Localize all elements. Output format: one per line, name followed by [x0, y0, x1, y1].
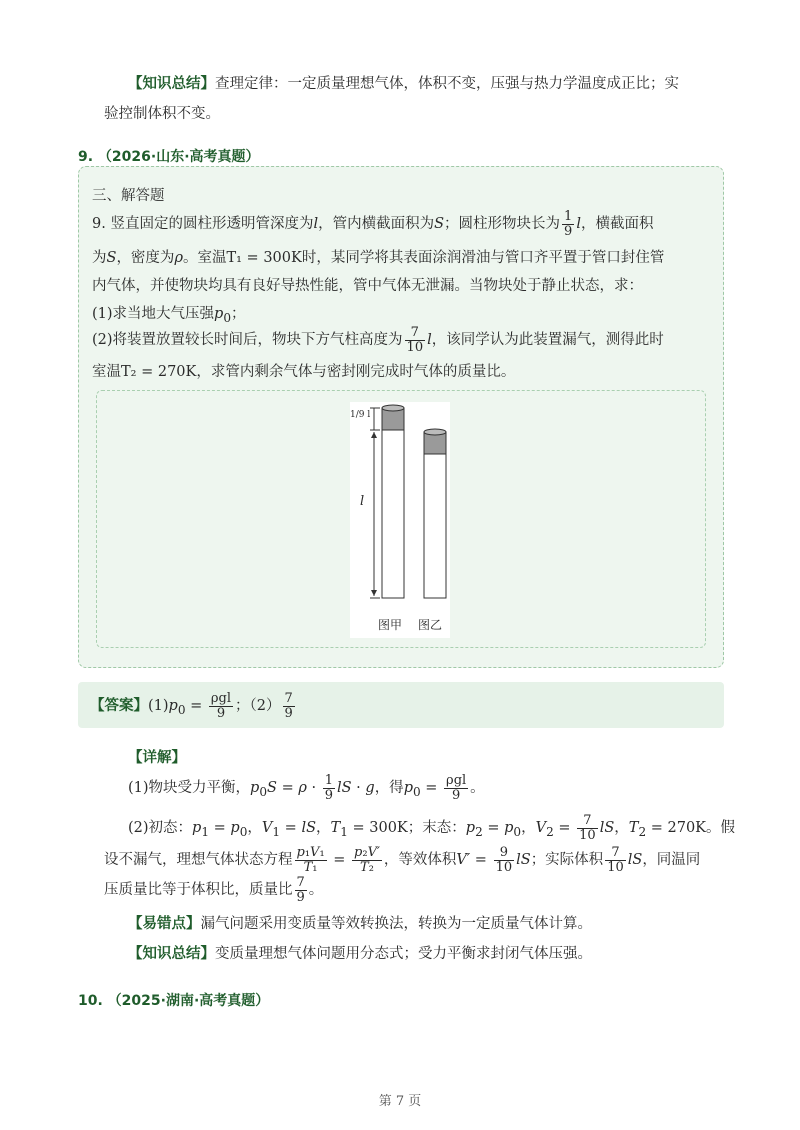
- fraction-7-10: $\frac{7}{10}$: [406, 325, 424, 355]
- tube-figure: [350, 402, 450, 638]
- figure-label-ninth: 1/9 l: [350, 410, 371, 420]
- question-part-2: (2)将装置放置较长时间后，物块下方气柱高度为 $\frac{7}{10}$ l，该同学认为此装置漏气，测得此时: [92, 325, 664, 355]
- explain-line-4: 压质量比等于体积比，质量比 $\frac{7}{9}$ 。: [104, 875, 324, 905]
- summary-line-1: [128, 72, 679, 93]
- question-9-header: 9. （2026·山东·高考真题）: [78, 149, 260, 165]
- error-point-line: 【易错点】漏气问题采用变质量等效转换法，转换为一定质量气体计算。: [128, 915, 592, 932]
- figure-caption-left: 图甲: [378, 618, 403, 632]
- question-line-3: 内气体，并使物块均具有良好导热性能，管中气体无泄漏。当物块处于静止状态，求：: [92, 278, 643, 294]
- summary-line-2: [104, 102, 220, 123]
- question-part-1: (1)求当地大气压强$p_0$；: [92, 306, 246, 325]
- summary-text-1: 查理定律：一定质量理想气体，体积不变，压强与热力学温度成正比；实: [215, 76, 679, 92]
- fraction-1-9: $\frac{1}{9}$: [564, 209, 573, 239]
- temp-T2: T₂ = 270K: [121, 364, 197, 380]
- explain-line-1: (1)物块受力平衡，$p_0S = \rho$ · $\frac{1}{9}$ lS · g，得$p_0$ = $\frac{\text{ρgl}}{9}$ 。: [128, 773, 485, 803]
- answer-fraction-2: $\frac{7}{9}$: [284, 691, 293, 721]
- question-10-header: 10. （2025·湖南·高考真题）: [78, 993, 270, 1009]
- explain-tag: 【详解】: [128, 749, 186, 766]
- explain-line-3: 设不漏气，理想气体状态方程 $\frac{\text{p₁V₁}}{\text{T₁}}$ = $\frac{\text{p₂V′}}{\text{T₂}}$ ，等效体积V′ = $\frac{9}{10}$ lS；实际体积 $\frac{7}{10}$ lS，同温同: [104, 845, 701, 875]
- error-tag: 【易错点】: [128, 915, 201, 932]
- explain-line-2: (2)初态：$p_1 = p_0$，$V_1$ = lS，$T_1 = 300K$；末态：$p_2 = p_0$，$V_2$ = $\frac{7}{10}$ lS，$T_2 = 270K$。假: [128, 813, 736, 843]
- temp-T1: T₁ = 300K: [226, 250, 302, 266]
- question-part-2-cont: 室温T₂ = 270K，求管内剩余气体与密封刚完成时气体的质量比。: [92, 364, 516, 380]
- answer-line: 【答案】$(1)p_0$ = $\frac{\text{ρgl}}{9}$ ；（2） $\frac{7}{9}$: [90, 691, 293, 721]
- question-line-2: 为S，密度为ρ。室温T₁ = 300K时，某同学将其表面涂润滑油与管口齐平置于管口封住管: [92, 250, 665, 266]
- page-number: 第 7 页: [378, 1094, 422, 1109]
- summary-tag-2: 【知识总结】: [128, 945, 215, 962]
- figure-caption-right: 图乙: [418, 618, 443, 632]
- tube-diagram: [350, 402, 450, 638]
- figure-label-l: l: [360, 494, 365, 509]
- section-title: 三、解答题: [92, 188, 165, 204]
- summary-tag: 【知识总结】: [128, 75, 215, 92]
- knowledge-summary-line: 【知识总结】变质量理想气体问题用分态式；受力平衡求封闭气体压强。: [128, 945, 592, 962]
- question-line-1: 9. 竖直固定的圆柱形透明管深度为l，管内横截面积为S；圆柱形物块长为 $\frac{1}{9}$ l，横截面积: [92, 209, 654, 239]
- answer-tag: 【答案】: [90, 697, 148, 715]
- answer-fraction-1: $\frac{\text{ρgl}}{9}$: [210, 691, 232, 721]
- summary-text-2: 验控制体积不变。: [104, 106, 220, 122]
